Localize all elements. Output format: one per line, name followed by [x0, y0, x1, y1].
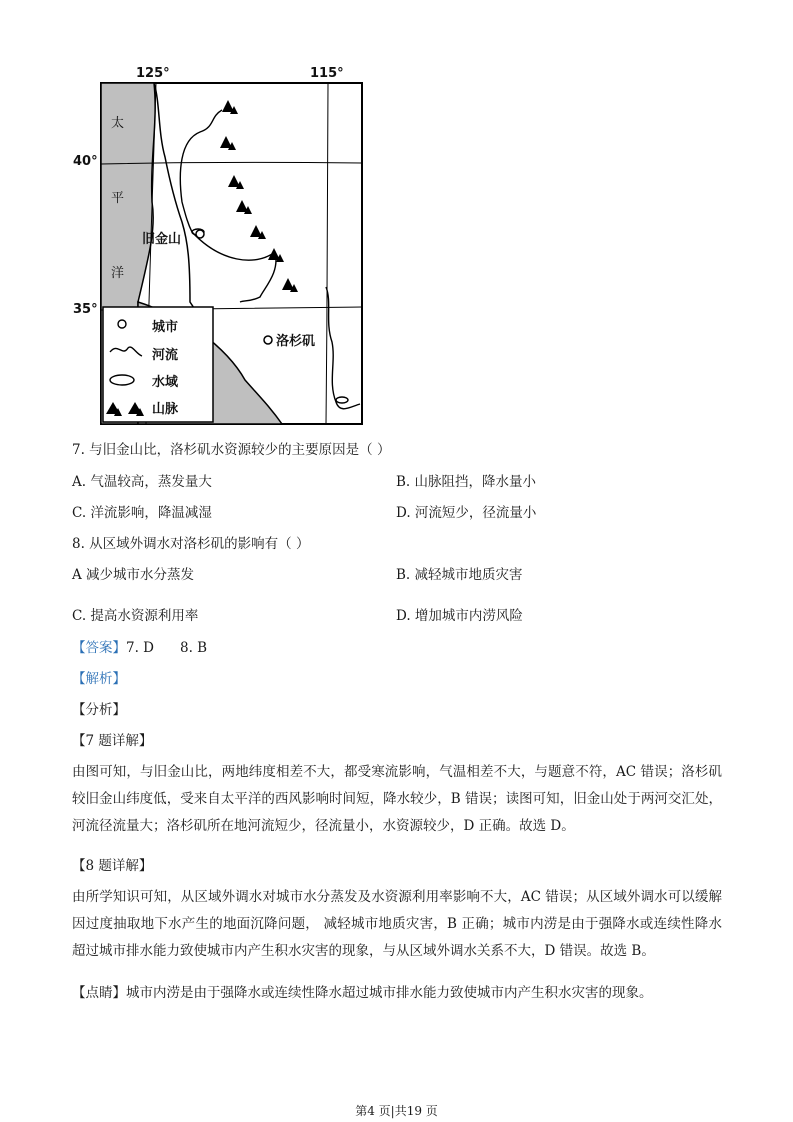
legend-river-label: 河流 [152, 348, 179, 363]
city-label-sf: 旧金山 [142, 232, 182, 247]
city-marker-sf [196, 230, 204, 238]
q7-option-b: B. 山脉阻挡，降水量小 [396, 474, 537, 490]
dianjing-text: 城市内涝是由于强降水或连续性降水超过城市排水能力致使城市内产生积水灾害的现象。 [126, 985, 653, 1001]
lon-label-115: 115° [310, 66, 344, 81]
dianjing-tag: 【点睛】 [72, 985, 126, 1001]
q8-option-b: B. 减轻城市地质灾害 [396, 567, 523, 583]
answer-7: 7. D [126, 640, 154, 656]
q7-option-d: D. 河流短少，径流量小 [396, 505, 537, 521]
lat-label-40: 40° [73, 154, 98, 169]
q8-stem: 8. 从区域外调水对洛杉矶的影响有（ ） [72, 536, 310, 552]
detail7-heading: 【7 题详解】 [72, 733, 153, 749]
detail8-heading: 【8 题详解】 [72, 858, 153, 874]
city-marker-la [264, 336, 272, 344]
q7-option-a: A. 气温较高，蒸发量大 [72, 474, 212, 490]
q7-stem: 7. 与旧金山比，洛杉矶水资源较少的主要原因是（ ） [72, 442, 391, 458]
q7-option-c: C. 洋流影响，降温减湿 [72, 505, 212, 521]
answer-line [72, 638, 207, 658]
analysis-tag: 【解析】 [72, 671, 126, 687]
page-footer: 第4 页|共19 页 [355, 1104, 438, 1118]
detail7-text: 由图可知，与旧金山比，两地纬度相差不大，都受寒流影响，气温相差不大，与题意不符，AC 错误；洛杉矶较旧金山纬度低，受来自太平洋的西风影响时间短，降水较少，B 错误；读图可知，旧金山处于两河交汇处，河流径流量大；洛杉矶所在地河流短少，径流量小，水资源较少，D 正确。故选 D。 [72, 764, 722, 834]
dianjing-line [72, 980, 722, 1007]
map-figure [70, 62, 370, 432]
legend-city-label: 城市 [152, 320, 179, 335]
answer-8: 8. B [180, 640, 208, 656]
ocean-label-char: 太 [111, 116, 125, 131]
legend-water-label: 水域 [152, 375, 179, 390]
legend-city-icon [118, 320, 126, 328]
ocean-label-char: 洋 [111, 266, 125, 281]
legend-mountain-label: 山脉 [152, 402, 179, 417]
answer-tag: 【答案】 [72, 640, 126, 656]
lat-label-35: 35° [73, 302, 98, 317]
q8-option-d: D. 增加城市内涝风险 [396, 608, 523, 624]
q8-option-c: C. 提高水资源利用率 [72, 608, 199, 624]
q8-option-a: A 减少城市水分蒸发 [72, 567, 195, 583]
lon-label-125: 125° [136, 66, 170, 81]
ocean-label-char: 平 [111, 191, 125, 206]
city-label-la: 洛杉矶 [276, 334, 316, 349]
detail8-text: 由所学知识可知，从区域外调水对城市水分蒸发及水资源利用率影响不大，AC 错误；从区域外调水可以缓解因过度抽取地下水产生的地面沉降问题， 减轻城市地质灾害，B 正确；城市内涝是由于强降水或连续性降水超过城市排水能力致使城市内产生积水灾害的现象，与从区域外调水关系不大，D 错误。故选 B。 [72, 889, 722, 959]
fenxi-heading: 【分析】 [72, 702, 126, 718]
